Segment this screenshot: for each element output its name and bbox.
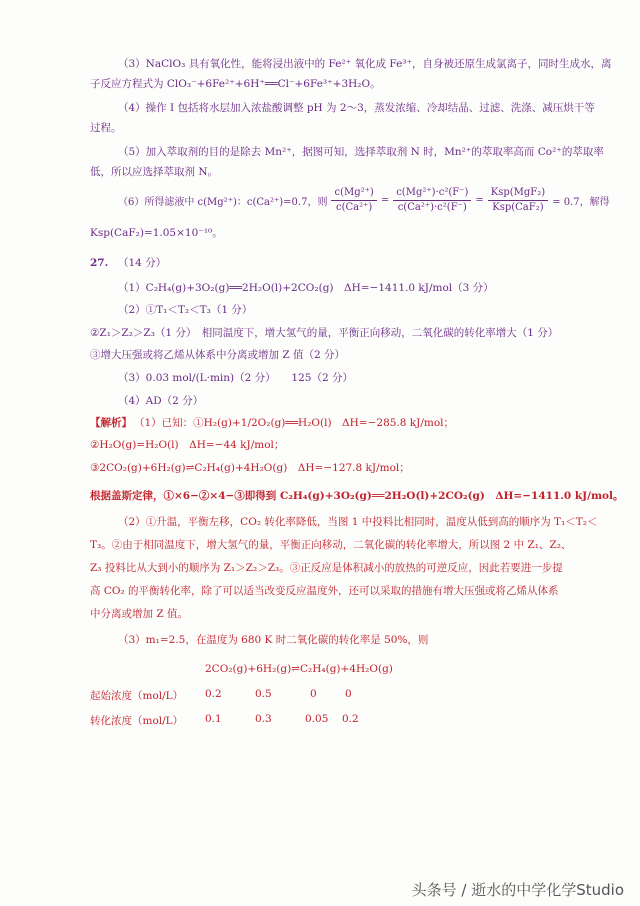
question-score: （14 分） <box>118 257 167 269</box>
analysis-line: 高 CO₂ 的平衡转化率，除了可以适当改变反应温度外，还可以采取的措施有增大压强或将乙烯从体系 <box>90 585 559 597</box>
analysis-line: ③2CO₂(g)+6H₂(g)⇌C₂H₄(g)+4H₂O(g) ΔH=−127.8 kJ/mol； <box>90 462 410 474</box>
answer-line: （3）0.03 mol/(L·min)（2 分） 125（2 分） <box>118 372 353 384</box>
fraction: $\frac{\text{c(Mg²⁺)}}{\text{c(Ca²⁺)}}$ <box>331 186 376 215</box>
text-line: （5）加入萃取剂的目的是除去 Mn²⁺，据图可知，选择萃取剂 N 时，Mn²⁺的萃取率高而 Co²⁺的萃取率 <box>118 146 604 158</box>
watermark: 头条号 / 逝水的中学化学Studio <box>411 881 624 899</box>
text-line: Ksp(CaF₂)=1.05×10⁻¹⁰。 <box>90 227 223 239</box>
text-line: （6）所得滤液中 c(Mg²⁺)：c(Ca²⁺)=0.7，则 <box>118 197 328 208</box>
question-number: 27. <box>90 257 109 269</box>
answer-line: （2）①T₁＜T₂＜T₃（1 分） <box>118 304 253 316</box>
analysis-line: 中分离或增加 Z 值。 <box>90 608 188 620</box>
answer-line: （4）AD（2 分） <box>118 395 204 407</box>
answer-line: ②Z₁＞Z₂＞Z₃（1 分） 相同温度下，增大氢气的量，平衡正向移动，二氧化碳的转化率增大（1 分） <box>90 327 559 339</box>
answer-line: ③增大压强或将乙烯从体系中分离或增加 Z 值（2 分） <box>90 349 345 361</box>
text-line: 低，所以应选择萃取剂 N。 <box>90 166 219 178</box>
fraction: $\frac{\text{Ksp(MgF₂)}}{\text{Ksp(CaF₂)}}$ <box>488 186 548 215</box>
text-line: （4）操作 I 包括将水层加入浓盐酸调整 pH 为 2～3，蒸发浓缩、冷却结晶、过滤、洗涤、减压烘干等 <box>118 102 595 114</box>
analysis-line: （2）①升温，平衡左移，CO₂ 转化率降低，当图 1 中投料比相同时，温度从低到高的顺序为 T₁＜T₂＜ <box>118 516 598 528</box>
analysis-line: （1）已知：①H₂(g)+1/2O₂(g)══H₂O(l) ΔH=−285.8 kJ/mol； <box>134 417 455 429</box>
analysis-line: （3）m₁=2.5，在温度为 680 K 时二氧化碳的转化率是 50%，则 <box>118 634 429 646</box>
answer-line: （1）C₂H₄(g)+3O₂(g)══2H₂O(l)+2CO₂(g) ΔH=−1411.0 kJ/mol（3 分） <box>118 282 494 294</box>
text-line: = 0.7，解得 <box>552 197 610 208</box>
analysis-tag: 【解析】 <box>90 417 132 429</box>
text-line: 过程。 <box>90 122 122 134</box>
fraction: $\frac{\text{c(Mg²⁺)·c²(F⁻)}}{\text{c(Ca²⁺)·c²(F⁻)}}$ <box>393 186 471 215</box>
analysis-line: Z₃ 投料比从大到小的顺序为 Z₁＞Z₂＞Z₃。③正反应是体积减小的放热的可逆反应，因此若要进一步提 <box>90 562 563 574</box>
equilibrium-equation: 2CO₂(g)+6H₂(g)⇌C₂H₄(g)+4H₂O(g) <box>205 663 393 675</box>
analysis-line: 根据盖斯定律，①×6−②×4−③即得到 C₂H₄(g)+3O₂(g)══2H₂O(l)+2CO₂(g) ΔH=−1411.0 kJ/mol。 <box>90 490 624 502</box>
analysis-line: T₃。②由于相同温度下，增大氢气的量，平衡正向移动，二氧化碳的转化率增大，所以图 2 中 Z₁、Z₂、 <box>90 539 572 551</box>
text-line: 子反应方程式为 ClO₃⁻+6Fe²⁺+6H⁺══Cl⁻+6Fe³⁺+3H₂O。 <box>90 78 381 90</box>
ksp-ratio-equation: （6）所得滤液中 c(Mg²⁺)：c(Ca²⁺)=0.7，则 $\frac{\text{c(Mg²⁺)}}{\text{c(Ca²⁺)}}$ = $\frac{\text{c(Mg²⁺)·c²(F⁻)}}{\text{c(Ca²⁺)·c²(F⁻)}}$ = $\frac{\text{Ksp(MgF₂)}}{\text{Ksp(CaF₂)}}$ = 0.7，解得 <box>118 187 610 213</box>
analysis-line: ②H₂O(g)=H₂O(l) ΔH=−44 kJ/mol； <box>90 439 285 451</box>
text-line: （3）NaClO₃ 具有氧化性，能将浸出液中的 Fe²⁺ 氧化成 Fe³⁺，自身被还原生成氯离子，同时生成水，离 <box>118 58 612 70</box>
